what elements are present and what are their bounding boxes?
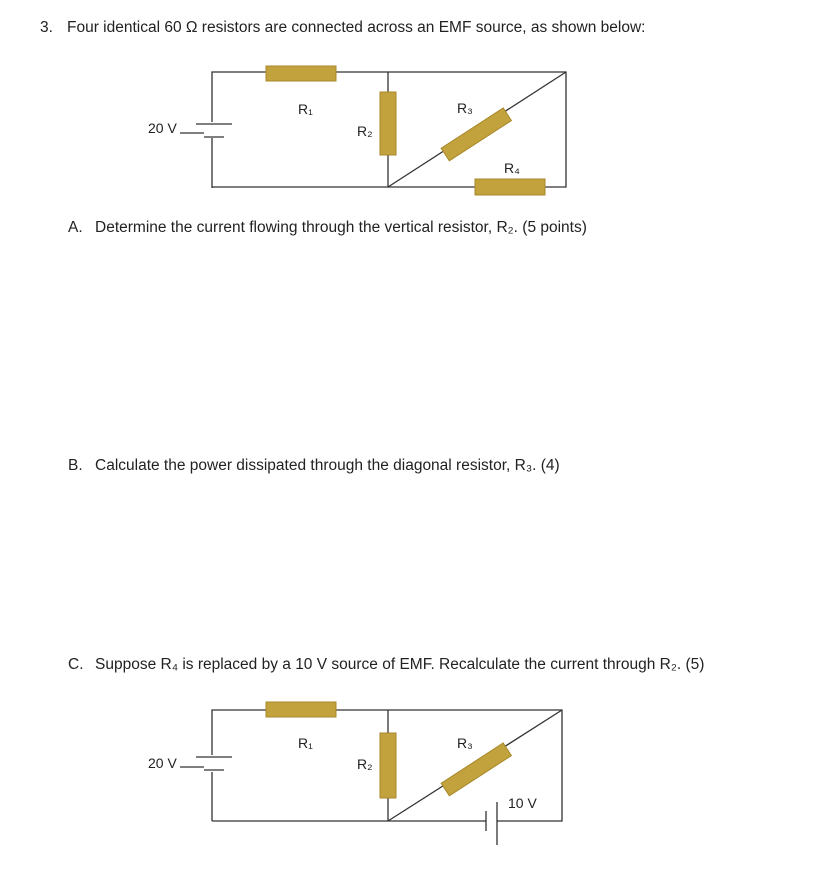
- label-r1: R₁: [298, 101, 313, 117]
- resistor-r1: [266, 66, 336, 81]
- label-r2: R₂: [357, 123, 373, 139]
- part-a-letter: A.: [68, 219, 83, 236]
- resistor-r2-c2: [380, 733, 396, 798]
- source-label-20v: 20 V: [148, 120, 177, 136]
- question-text: Four identical 60 Ω resistors are connected across an EMF source, as shown below:: [67, 19, 646, 36]
- circuit-diagram-2: [0, 690, 821, 890]
- question-number: 3.: [40, 19, 53, 36]
- part-c: [68, 656, 704, 674]
- label-r2-c2: R₂: [357, 756, 373, 772]
- resistor-r3: [441, 108, 511, 161]
- source-label-10v: 10 V: [508, 795, 537, 811]
- part-c-letter: C.: [68, 656, 84, 673]
- circuit-diagram-1: [0, 0, 821, 200]
- part-b: [68, 457, 560, 475]
- label-r3: R₃: [457, 100, 473, 116]
- part-b-text: Calculate the power dissipated through the diagonal resistor, R₃. (4): [95, 457, 560, 474]
- part-c-text: Suppose R₄ is replaced by a 10 V source of EMF. Recalculate the current through R₂. (5): [95, 656, 705, 673]
- resistor-r1-c2: [266, 702, 336, 717]
- source-label-20v-c2: 20 V: [148, 755, 177, 771]
- part-a: [68, 219, 587, 237]
- label-r4: R₄: [504, 160, 520, 176]
- resistor-r4: [475, 179, 545, 195]
- part-b-letter: B.: [68, 457, 83, 474]
- circuit-2-wires: [180, 710, 562, 845]
- resistor-r3-c2: [441, 743, 511, 796]
- label-r3-c2: R₃: [457, 735, 473, 751]
- resistor-r2: [380, 92, 396, 155]
- label-r1-c2: R₁: [298, 735, 313, 751]
- part-a-text: Determine the current flowing through the vertical resistor, R₂. (5 points): [95, 219, 587, 236]
